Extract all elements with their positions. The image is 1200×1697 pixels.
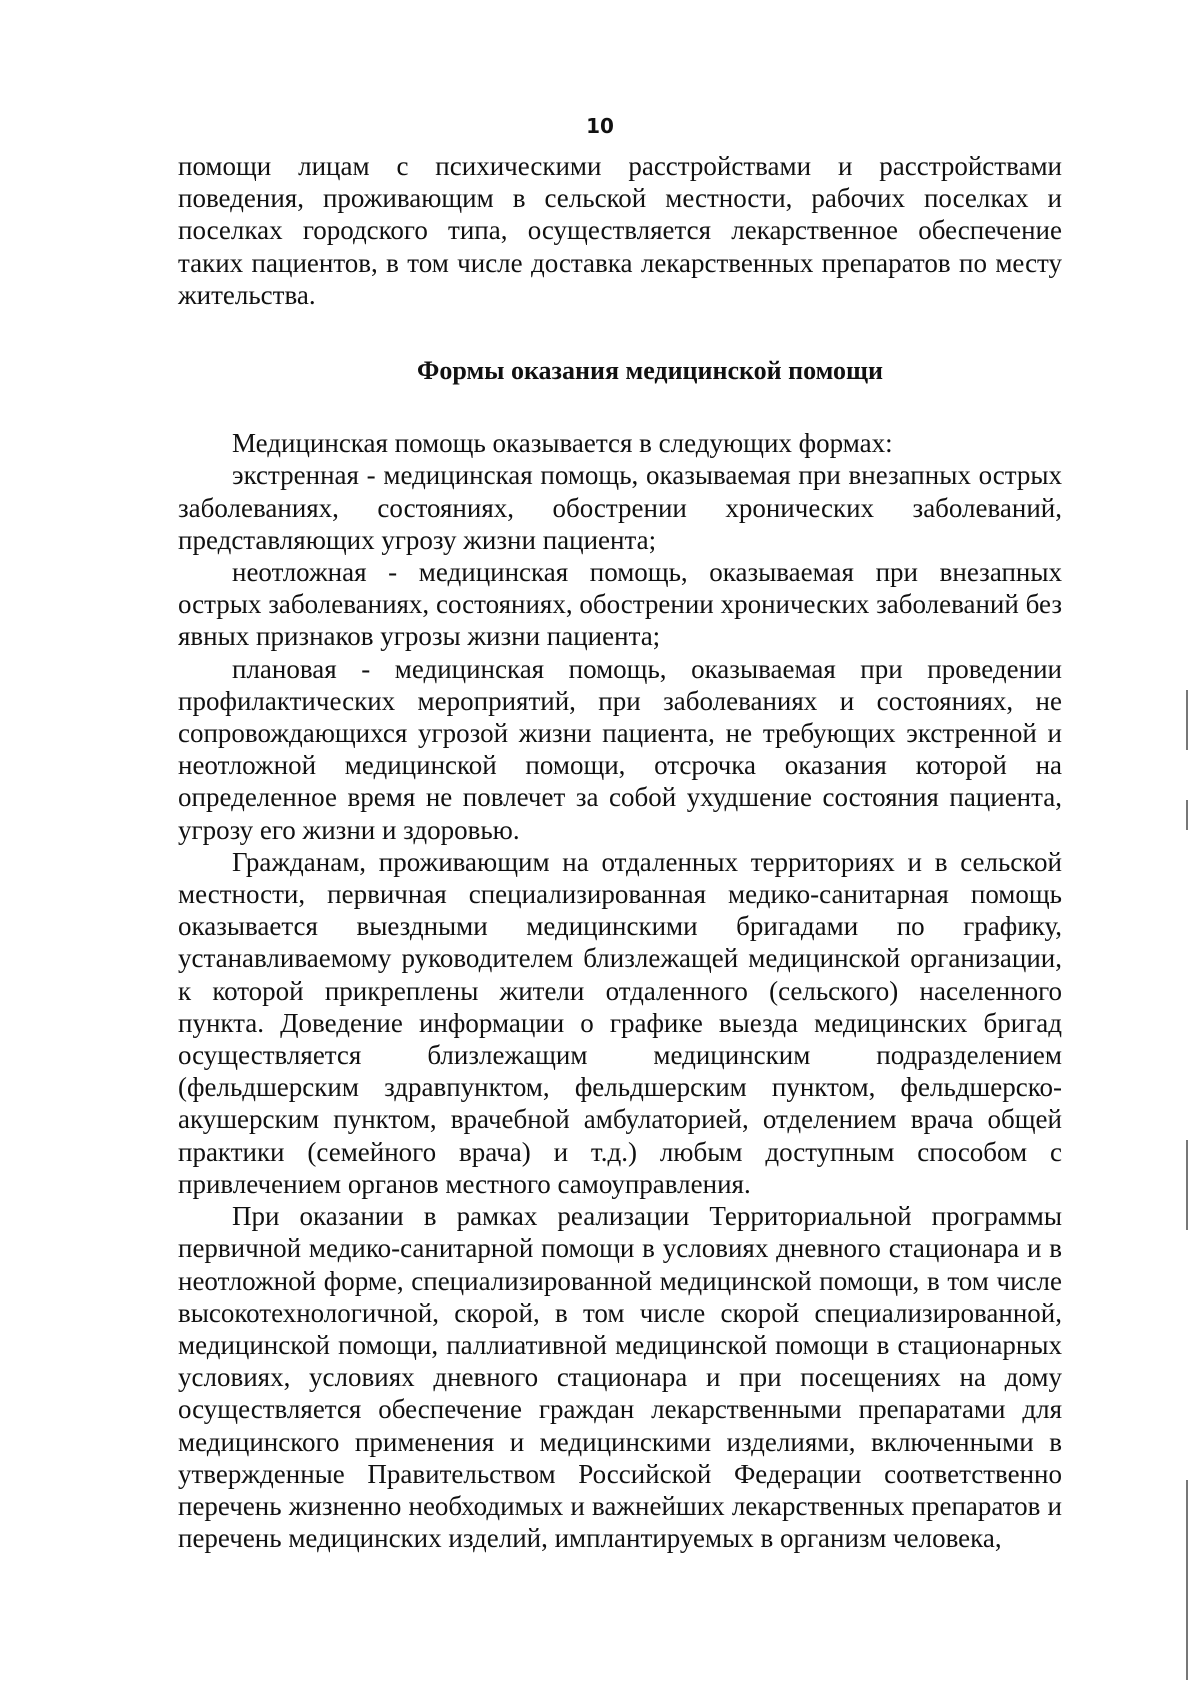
intro-paragraph: помощи лицам с психическими расстройствами и расстройствами поведения, проживающим в сельской местности, рабочих поселках и поселках городского типа, осуществляется лекарственное обеспечение таких пациентов, в том числе доставка лекарственных препаратов по месту жительства. (178, 151, 1062, 310)
page-number: 10 (586, 114, 614, 138)
document-body (178, 150, 1062, 1554)
scan-edge-mark (1186, 800, 1188, 830)
paragraph-planned: плановая - медицинская помощь, оказываемая при проведении профилактических мероприятий, при заболеваниях и состояниях, не сопровождающихся угрозой жизни пациента, не требующих экстренной и неотложной медицинской помощи, отсрочка оказания которой на определенное время не повлечет за собой ухудшение состояния пациента, угрозу его жизни и здоровью. (178, 653, 1062, 845)
paragraph-forms-intro: Медицинская помощь оказывается в следующих формах: (232, 428, 893, 459)
scan-edge-mark (1186, 1140, 1188, 1230)
paragraph-urgent: неотложная - медицинская помощь, оказываемая при внезапных острых заболеваниях, состояниях, обострении хронических заболеваний без явных признаков угрозы жизни пациента; (178, 557, 1062, 652)
paragraph-remote-areas: Гражданам, проживающим на отдаленных территориях и в сельской местности, первичная специализированная медико-санитарная помощь оказывается выездными медицинскими бригадами по графику, устанавливаемому руководителем близлежащей медицинской организации, к которой прикреплены жители отдаленного (сельского) населенного пункта. Доведение информации о графике выезда медицинских бригад осуществляется близлежащим медицинским подразделением (фельдшерским здравпунктом, фельдшерским пунктом, фельдшерско-акушерским пунктом, врачебной амбулаторией, отделением врача общей практики (семейного врача) и т.д.) любым доступным способом с привлечением органов местного самоуправления. (178, 846, 1062, 1199)
paragraph-drug-supply: При оказании в рамках реализации Территориальной программы первичной медико-санитарной помощи в условиях дневного стационара и в неотложной форме, специализированной медицинской помощи, в том числе высокотехнологичной, скорой, в том числе скорой специализированной, медицинской помощи, паллиативной медицинской помощи в стационарных условиях, условиях дневного стационара и при посещениях на дому осуществляется обеспечение граждан лекарственными препаратами для медицинского применения и медицинскими изделиями, включенными в утвержденные Правительством Российской Федерации соответственно перечень жизненно необходимых и важнейших лекарственных препаратов и перечень медицинских изделий, имплантируемых в организм человека, (178, 1201, 1062, 1554)
scan-edge-mark (1186, 690, 1188, 750)
paragraph-emergency: экстренная - медицинская помощь, оказываемая при внезапных острых заболеваниях, состояниях, обострении хронических заболеваний, представляющих угрозу жизни пациента; (178, 460, 1062, 555)
section-heading: Формы оказания медицинской помощи (417, 356, 883, 386)
scan-edge-mark (1186, 1480, 1188, 1680)
